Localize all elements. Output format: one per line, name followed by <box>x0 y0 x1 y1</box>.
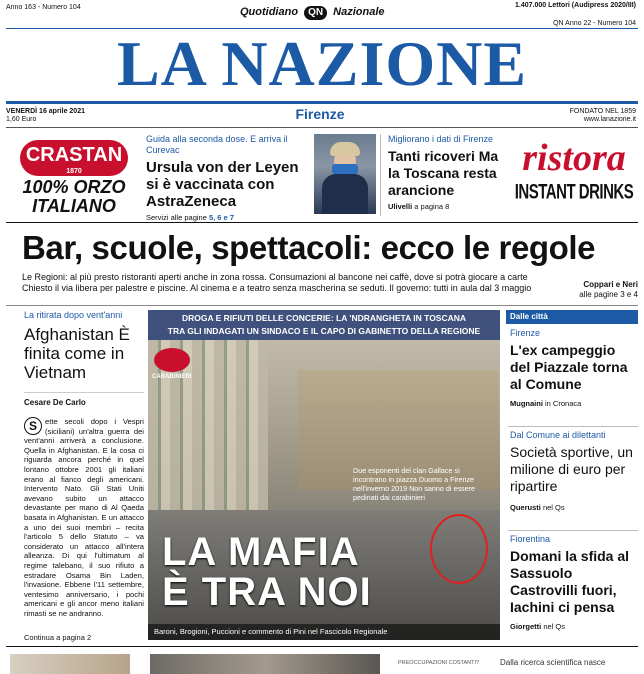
bottom-photo-2 <box>150 654 380 674</box>
carabinieri-emblem-icon <box>154 348 190 372</box>
afghanistan-text: ette secoli dopo i Vespri (siciliani) un'altra guerra dei vent'anni arriverà a conclusione. Quella in Afghanistan. E la cosa ci riguarda ancora perché in quel lontano ottobre 2001 gli italiani erano al fianco degli americani. Intervento Nato. Gli Stati Uniti avevano subito un attacco devastante per mano di Al Qaeda basata in Afghanistan. E un attacco a uno dei suoi membri – recita l'articolo 5 dello Statuto – va considerato un attacco all'intera alleanza. Di qui l'ultimatum al regime talebano, il suo rifiuto a estradare Osama Bin Laden, l'invasione. Ebbene l'11 settembre, ventesimo anniversario, i pochi americani e gli ancor meno italiani rimasti se ne andranno. <box>24 417 144 618</box>
crastan-ad[interactable] <box>10 136 138 224</box>
author: Mugnaini <box>510 399 543 408</box>
right-item-societa[interactable] <box>510 430 638 512</box>
right-item-kicker: Fiorentina <box>510 534 551 544</box>
mafia-photo-story[interactable] <box>148 310 500 640</box>
right-item-ref <box>510 399 638 408</box>
right-item-fiorentina[interactable] <box>510 534 638 631</box>
edition-city: Firenze <box>295 106 345 122</box>
where: nel Qs <box>542 503 565 512</box>
author: Ulivelli <box>388 202 413 211</box>
dalle-citta-header: Dalle città <box>506 310 638 324</box>
photo-caption: Due esponenti del clan Gallace si incontrano in piazza Duomo a Firenze nell'inverno 2019 Non sanno di essere pedinati dai carabinieri <box>353 466 476 502</box>
right-item-headline: L'ex campeggio del Piazzale torna al Comune <box>510 342 628 392</box>
top-story-tuscany[interactable] <box>388 134 504 211</box>
afghanistan-body <box>24 417 144 627</box>
top-story-vaccine[interactable] <box>146 134 312 222</box>
right-item-headline: Domani la sfida al Sassuolo Castrovilli fuori, Iachini ci pensa <box>510 548 630 615</box>
strap-line2: TRA GLI INDAGATI UN SINDACO E IL CAPO DI GABINETTO DELLA REGIONE <box>167 326 481 336</box>
mafia-headline-2: È TRA NOI <box>162 570 372 614</box>
right-item-campeggio[interactable] <box>510 328 638 408</box>
readership: 1.407.000 Lettori (Audipress 2020/III) <box>515 2 636 9</box>
continue-link[interactable]: Continua a pagina 2 <box>24 633 92 642</box>
ristora-line: INSTANT DRINKS <box>514 180 634 205</box>
bottom-teaser-2: Dalla ricerca scientifica nasce <box>500 658 606 667</box>
qn-tagline <box>240 5 410 19</box>
newspaper-title: LA NAZIONE <box>116 28 528 99</box>
servizi-pages: 5, 6 e 7 <box>208 213 234 222</box>
top-story-headline: Ursula von der Leyen si è vaccinata con AstraZeneca <box>146 159 299 210</box>
dropcap: S <box>24 417 42 435</box>
afghanistan-headline: Afghanistan È finita come in Vietnam <box>24 325 130 382</box>
top-story-right-kicker: Migliorano i dati di Firenze <box>388 134 494 144</box>
main-summary: Le Regioni: al più presto ristoranti aperti anche in zona rossa. Consumazioni al bancone nei caffè, dove si potrà giocare a carte Chiesto il via libera per palestre e piscine. Al cinema e a teatro senza mascherina se seduti. Il governo: tutti in aula dal 3 maggio <box>22 272 532 293</box>
page-ref: a pagina 8 <box>414 202 450 211</box>
highlight-circle <box>430 514 488 584</box>
founded: FONDATO NEL 1859 <box>569 108 636 115</box>
author: Querusti <box>510 503 541 512</box>
main-credits <box>556 280 638 300</box>
author: Giorgetti <box>510 622 542 631</box>
main-pages: alle pagine 3 e 4 <box>579 290 638 299</box>
right-item-ref <box>510 503 638 512</box>
right-item-kicker: Firenze <box>510 328 541 338</box>
photo-credit: Baroni, Brogioni, Puccioni e commento di Pini nel Fascicolo Regionale <box>148 624 500 640</box>
ristora-brand: ristora <box>522 137 626 179</box>
top-story-refs <box>146 213 312 222</box>
website[interactable]: www.lanazione.it <box>583 116 636 123</box>
crastan-line1: 100% ORZO <box>22 177 126 197</box>
qn-logo: QN <box>304 6 327 20</box>
crastan-year: 1870 <box>66 168 82 175</box>
main-authors: Coppari e Neri <box>583 280 638 289</box>
carabinieri-logo: CARABINIERI <box>152 374 192 380</box>
top-story-right-headline: Tanti ricoveri Ma la Toscana resta arancione <box>388 148 499 198</box>
von-der-leyen-photo <box>314 134 376 214</box>
right-item-ref <box>510 622 638 631</box>
issue-number: Anno 163 - Numero 104 <box>6 4 81 11</box>
photo-strap <box>148 310 500 340</box>
afghanistan-kicker: La ritirata dopo vent'anni <box>24 310 123 320</box>
bottom-photo-1 <box>10 654 130 674</box>
tagline-left: Quotidiano <box>240 6 299 18</box>
right-item-headline: Società sportive, un milione di euro per ripartire <box>510 444 633 494</box>
servizi-label: Servizi alle pagine <box>146 213 207 222</box>
main-headline[interactable]: Bar, scuole, spettacoli: ecco le regole <box>22 229 596 266</box>
tagline-right: Nazionale <box>333 6 385 18</box>
crastan-logo <box>20 140 128 176</box>
strap-line1: DROGA E RIFIUTI DELLE CONCERIE: LA 'NDRANGHETA IN TOSCANA <box>181 313 467 323</box>
right-item-kicker: Dal Comune ai dilettanti <box>510 430 606 440</box>
crastan-brand: CRASTAN <box>25 144 123 166</box>
price: 1,60 Euro <box>6 116 37 123</box>
afghanistan-story[interactable] <box>24 310 144 642</box>
bottom-teaser-1: PREOCCUPAZIONI COSTANTI? <box>398 660 480 666</box>
where: nel Qs <box>543 622 566 631</box>
issue-date: VENERDÌ 16 aprile 2021 <box>6 108 85 115</box>
qn-issue: QN Anno 22 - Numero 104 <box>553 20 636 27</box>
top-story-kicker: Guida alla seconda dose. E arriva il Curevac <box>146 134 288 155</box>
afghanistan-author: Cesare De Carlo <box>24 392 144 407</box>
ristora-ad[interactable] <box>510 138 638 218</box>
top-story-right-refs <box>388 202 504 211</box>
where: in Cronaca <box>545 399 582 408</box>
crastan-line2: ITALIANO <box>32 196 116 216</box>
mafia-headline-1: LA MAFIA <box>162 530 360 574</box>
